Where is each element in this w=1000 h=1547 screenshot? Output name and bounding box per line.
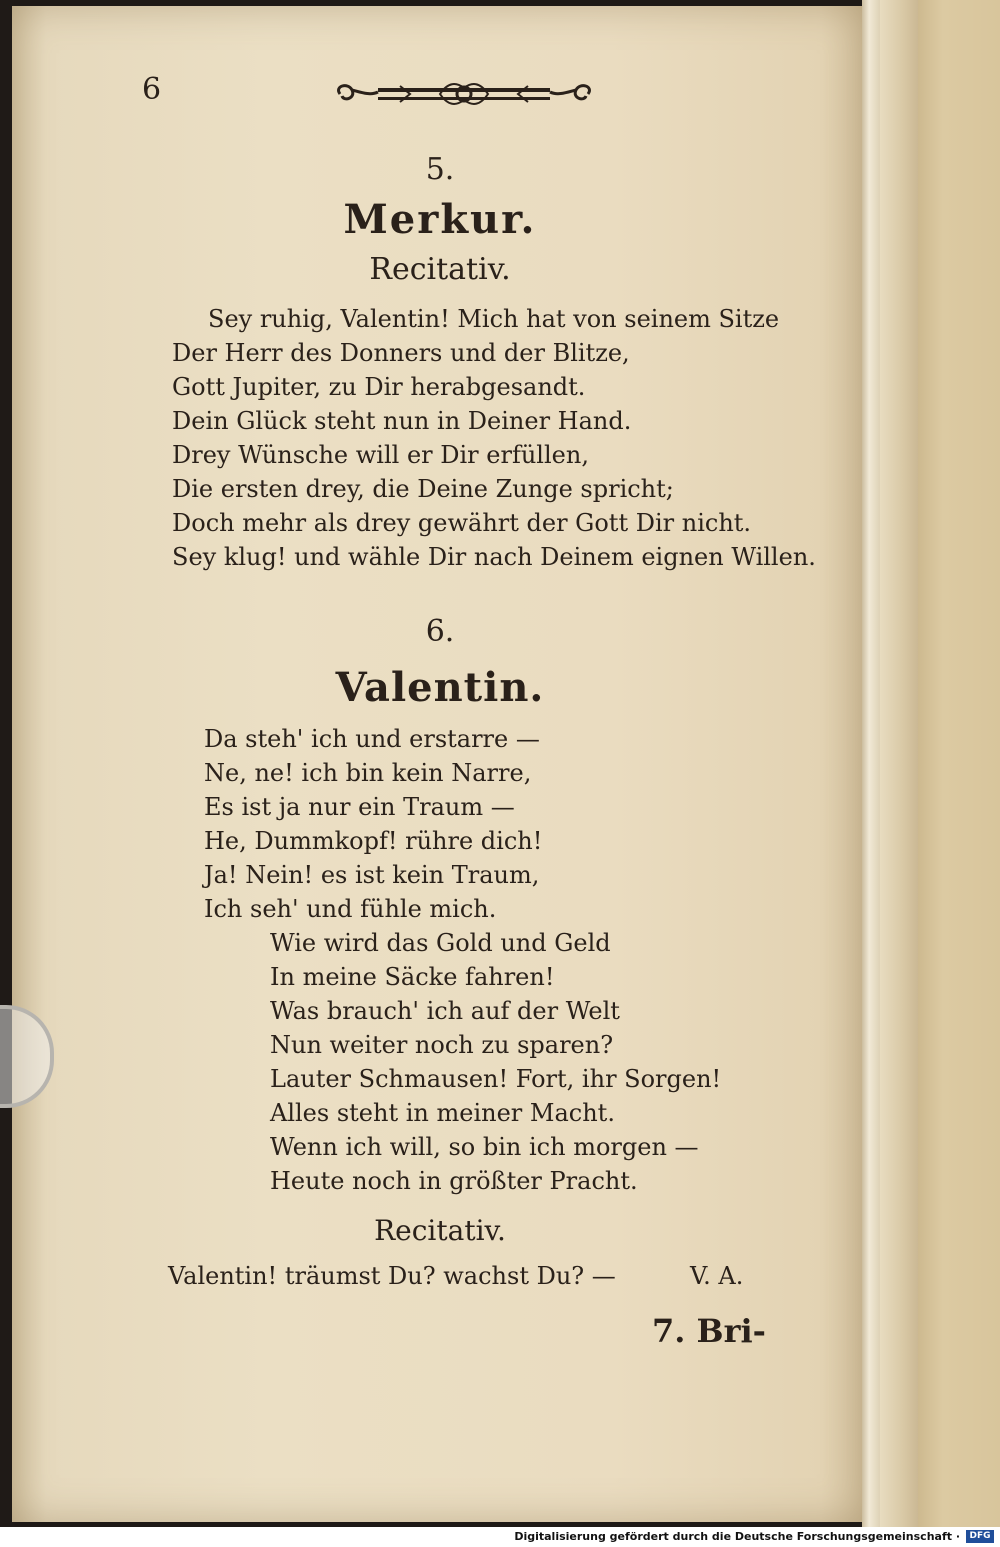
page-number: 6 (142, 72, 162, 107)
verse-line: Ich seh' und fühle mich. (204, 895, 497, 923)
section-6-verse-a (204, 722, 542, 926)
page-edge-shadow (880, 0, 918, 1527)
footer-bar (0, 1527, 1000, 1547)
closing-line: Valentin! träumst Du? wachst Du? — (168, 1262, 616, 1290)
ornament-icon (330, 76, 598, 112)
verse-line: Was brauch' ich auf der Welt (270, 997, 620, 1025)
verse-line: Es ist ja nur ein Traum — (204, 793, 515, 821)
verse-line: Ja! Nein! es ist kein Traum, (204, 861, 540, 889)
verse-line: Sey klug! und wähle Dir nach Deinem eignen Willen. (172, 543, 816, 571)
section-5-verse (172, 302, 816, 574)
section-5-number: 5. (425, 152, 455, 187)
verse-line: Nun weiter noch zu sparen? (270, 1031, 614, 1059)
verse-line: Heute noch in größter Pracht. (270, 1167, 638, 1195)
verse-line: Der Herr des Donners und der Blitze, (172, 339, 630, 367)
section-6-title: Valentin. (335, 664, 545, 711)
dfg-logo-icon: DFG (966, 1530, 994, 1543)
verse-line: Dein Glück steht nun in Deiner Hand. (172, 407, 632, 435)
verse-line: Ne, ne! ich bin kein Narre, (204, 759, 532, 787)
verse-line: Drey Wünsche will er Dir erfüllen, (172, 441, 589, 469)
verse-line: Wenn ich will, so bin ich morgen — (270, 1133, 699, 1161)
section-6-verse-b (270, 926, 721, 1198)
verse-line: Sey ruhig, Valentin! Mich hat von seinem Sitze (208, 305, 780, 333)
closing-line-initials: V. A. (690, 1262, 744, 1290)
section-5-subtitle: Recitativ. (369, 252, 511, 287)
verse-line: Lauter Schmausen! Fort, ihr Sorgen! (270, 1065, 722, 1093)
footer-credit: Digitalisierung gefördert durch die Deutsche Forschungsgemeinschaft · (514, 1530, 960, 1543)
verse-line: Die ersten drey, die Deine Zunge spricht; (172, 475, 674, 503)
verse-line: Da steh' ich und erstarre — (204, 725, 540, 753)
catchword: 7. Bri- (652, 1312, 766, 1350)
verse-line: In meine Säcke fahren! (270, 963, 555, 991)
verse-line: Wie wird das Gold und Geld (270, 929, 611, 957)
adjacent-page (918, 0, 1000, 1527)
section-6-number: 6. (425, 614, 455, 649)
verse-line: He, Dummkopf! rühre dich! (204, 827, 543, 855)
section-6-recitativ: Recitativ. (374, 1214, 506, 1247)
verse-line: Gott Jupiter, zu Dir herabgesandt. (172, 373, 586, 401)
verse-line: Alles steht in meiner Macht. (270, 1099, 615, 1127)
verse-line: Doch mehr als drey gewährt der Gott Dir nicht. (172, 509, 752, 537)
section-5-title: Merkur. (343, 196, 537, 243)
